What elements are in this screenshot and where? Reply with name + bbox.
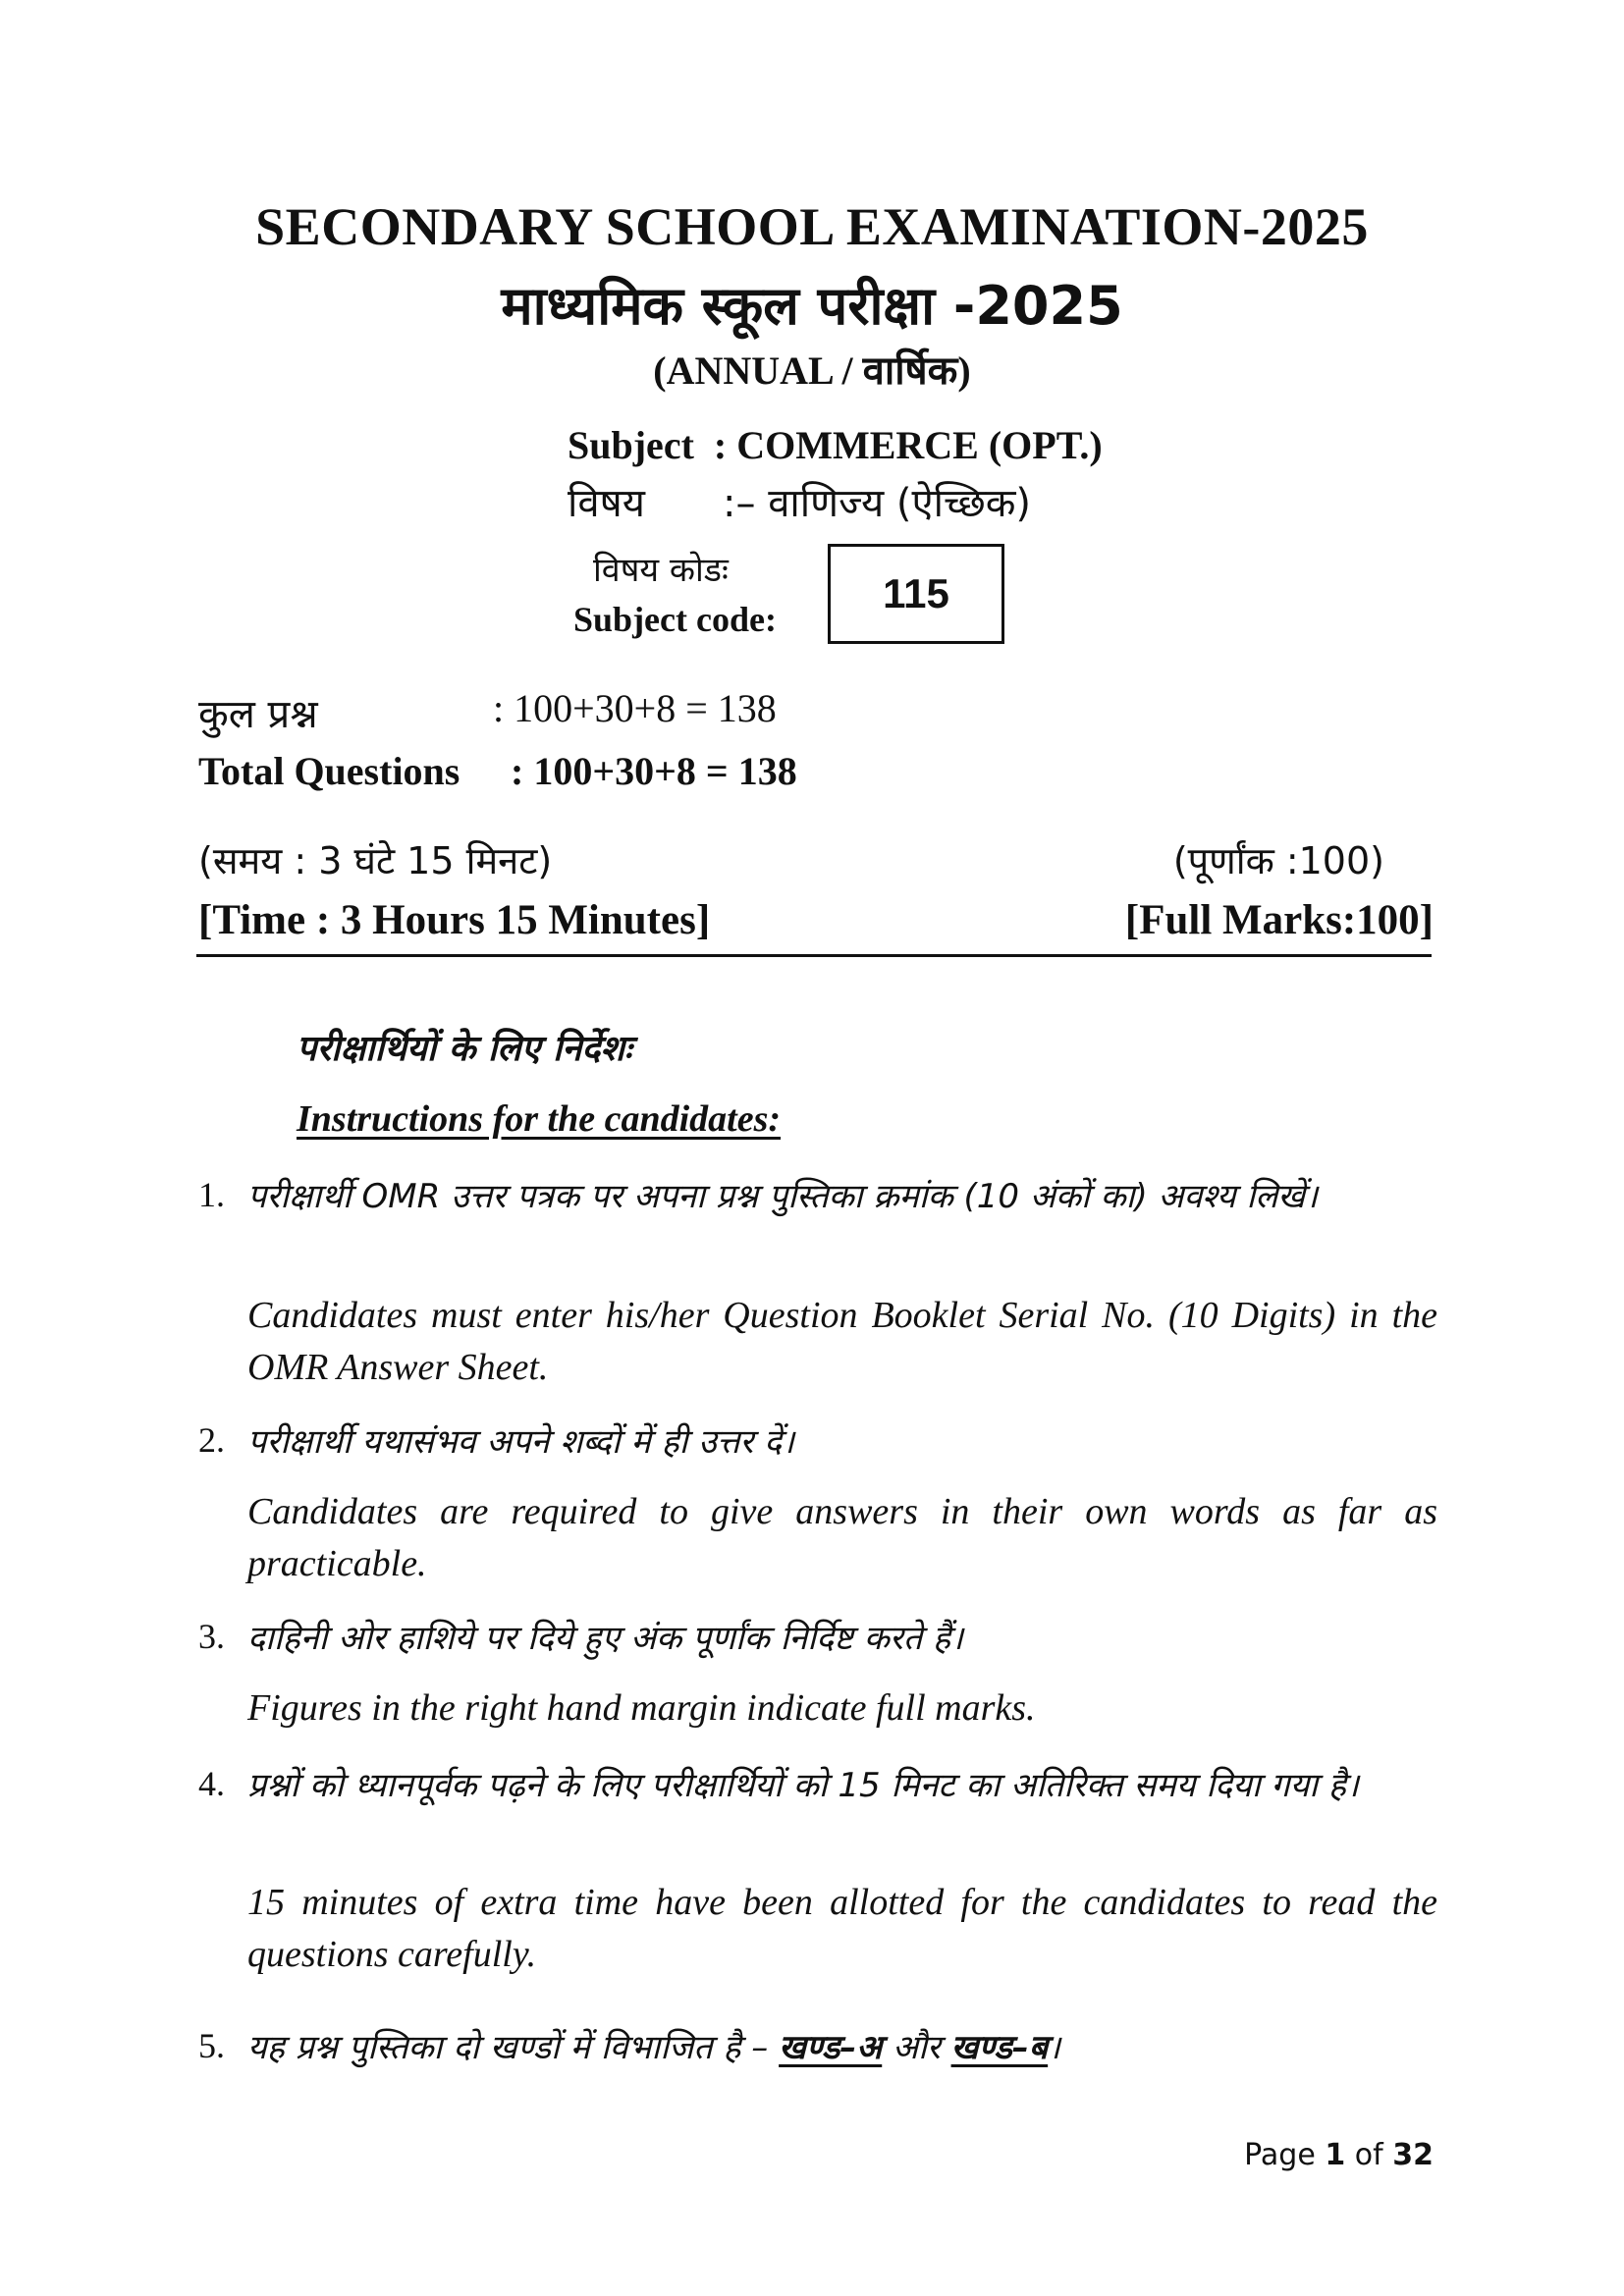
subject-code-label-hi: विषय कोडः (593, 551, 729, 590)
subject-en: Subject : COMMERCE (OPT.) (568, 423, 1103, 467)
instruction-number: 4. (198, 1764, 225, 1803)
instructions-heading-en: Instructions for the candidates: (297, 1098, 782, 1140)
header-divider (196, 954, 1432, 957)
time-hi: (समय : 3 घंटे 15 मिनट) (198, 839, 553, 882)
instruction-text-hi: दाहिनी ओर हाशिये पर दिये हुए अंक पूर्णांक निर्दिष्ट करते हैं। (247, 1619, 963, 1658)
instruction-text-hi (247, 2022, 1435, 2073)
page-of: of (1354, 2138, 1383, 2172)
section-a-label: खण्ड–अ (779, 2028, 883, 2067)
page-current: 1 (1325, 2138, 1346, 2172)
total-questions-en-label: Total Questions (198, 749, 460, 793)
page-label: Page (1244, 2138, 1316, 2172)
full-marks-hi: (पूर्णांक :100) (1172, 839, 1384, 882)
page-total: 32 (1392, 2138, 1434, 2172)
page-number (1244, 2138, 1434, 2172)
full-marks-en: [Full Marks:100] (1124, 897, 1434, 943)
instruction-number: 3. (198, 1617, 225, 1656)
total-questions-hi-value: : 100+30+8 = 138 (493, 686, 777, 730)
instruction-text-hi: प्रश्नों को ध्यानपूर्वक पढ़ने के लिए परीक्षार्थियों को 15 मिनट का अतिरिक्त समय दिया गया है। (247, 1766, 1359, 1805)
instructions-heading-hi: परीक्षार्थियों के लिए निर्देशः (297, 1029, 632, 1069)
total-questions-hi-label: कुल प्रश्न (198, 692, 318, 737)
instruction-number: 5. (198, 2026, 225, 2065)
exam-type-close: ) (957, 348, 971, 393)
subject-code-label-en: Subject code: (573, 600, 777, 639)
instruction-text-en: Candidates are required to give answers in their own words as far as practicable. (247, 1491, 1437, 1584)
exam-type-hi: वार्षिक (862, 348, 958, 394)
instruction-text-en: Candidates must enter his/her Question Booklet Serial No. (10 Digits) in the OMR Answer Sheet. (247, 1295, 1437, 1388)
subject-code-box: 115 (828, 544, 1004, 644)
total-questions-en-value: : 100+30+8 = 138 (511, 749, 797, 793)
instruction-text-hi: परीक्षार्थी OMR उत्तर पत्रक पर अपना प्रश्न पुस्तिका क्रमांक (10 अंकों का) अवश्य लिखें। (247, 1177, 1318, 1216)
subject-hi-value: :– वाणिज्य (ऐच्छिक) (723, 481, 1032, 526)
instruction-text-en: 15 minutes of extra time have been allotted for the candidates to read the questions carefully. (247, 1882, 1437, 1975)
time-en: [Time : 3 Hours 15 Minutes] (198, 897, 711, 943)
exam-title-en: SECONDARY SCHOOL EXAMINATION-2025 (255, 197, 1369, 256)
section-b-label: खण्ड–ब (950, 2028, 1049, 2067)
instruction-5-and: और (893, 2028, 941, 2067)
exam-title-hi: माध्यमिक स्कूल परीक्षा -2025 (501, 275, 1123, 337)
exam-type (0, 342, 1624, 396)
instruction-5-text: यह प्रश्न पुस्तिका दो खण्डों में विभाजित है – (247, 2028, 769, 2067)
exam-type-open: (ANNUAL / (653, 348, 863, 393)
instruction-number: 1. (198, 1175, 225, 1214)
instruction-5-end: । (1048, 2028, 1061, 2067)
instruction-text-en: Figures in the right hand margin indicate full marks. (247, 1687, 1036, 1729)
instruction-number: 2. (198, 1420, 225, 1460)
instruction-text-hi: परीक्षार्थी यथासंभव अपने शब्दों में ही उत्तर दें। (247, 1422, 795, 1462)
subject-hi-label: विषय (568, 481, 645, 526)
